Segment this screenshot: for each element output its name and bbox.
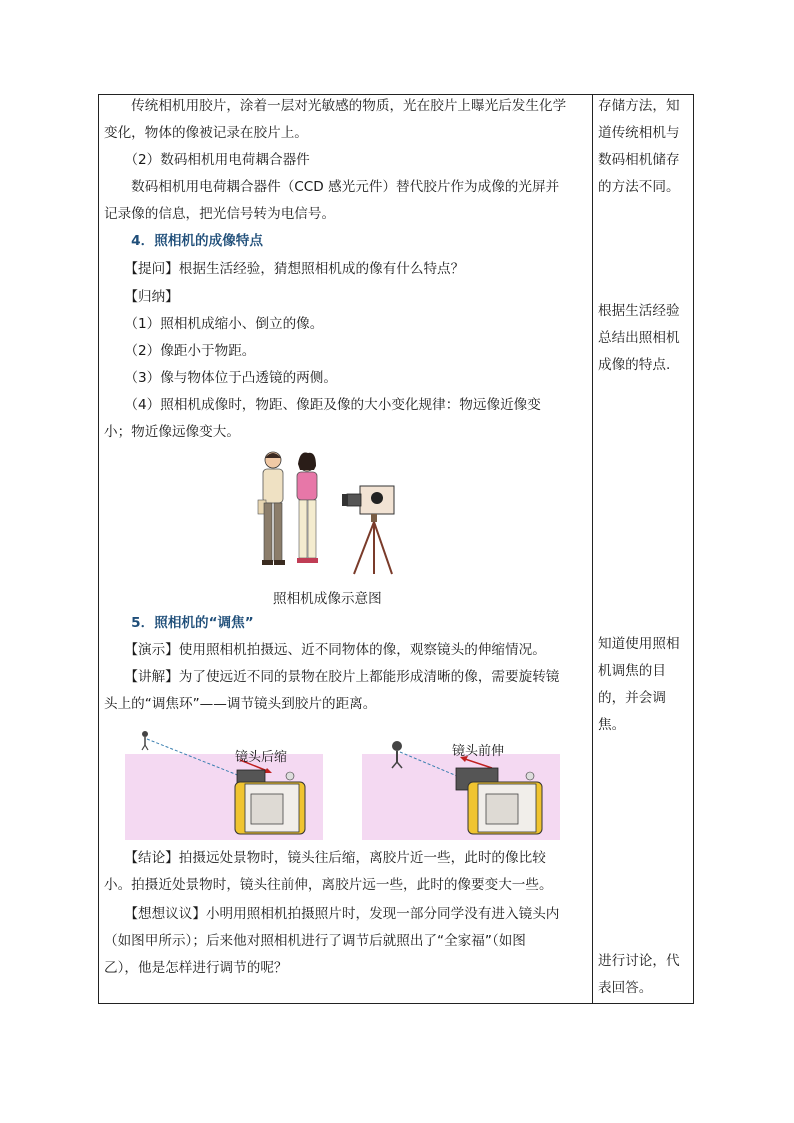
paragraph-line: 传统相机用胶片，涂着一层对光敏感的物质，光在胶片上曝光后发生化学 (104, 98, 567, 114)
paragraph-line: 【归纳】 (104, 289, 179, 305)
side-note-line: 进行讨论，代 (598, 953, 680, 969)
side-note-line: 的，并会调 (598, 690, 666, 706)
side-note-line: 的方法不同。 (598, 179, 680, 195)
man-figure (258, 452, 285, 565)
camera-imaging-illustration (250, 448, 400, 578)
section-heading-4: 4．照相机的成像特点 (104, 233, 263, 249)
small-person-icon (142, 731, 148, 750)
lens-extend-label: 镜头前伸 (452, 744, 505, 759)
side-note-line: 根据生活经验 (598, 303, 680, 319)
paragraph-line: （1）照相机成缩小、倒立的像。 (104, 316, 324, 332)
paragraph-line: （2）数码相机用电荷耦合器件 (104, 152, 310, 168)
paragraph-line: 记录像的信息，把光信号转为电信号。 (104, 206, 336, 222)
paragraph-line: （2）像距小于物距。 (104, 343, 256, 359)
paragraph-line: 小；物近像远像变大。 (104, 424, 240, 440)
paragraph-line: （3）像与物体位于凸透镜的两侧。 (104, 370, 337, 386)
paragraph-line: 变化，物体的像被记录在胶片上。 (104, 125, 308, 141)
side-note-line: 焦。 (598, 717, 626, 733)
paragraph-line: 【提问】根据生活经验，猜想照相机成的像有什么特点？ (104, 261, 465, 277)
woman-figure (297, 452, 318, 563)
side-note-line: 知道使用照相 (598, 636, 680, 652)
side-note-line: 总结出照相机 (598, 330, 680, 346)
paragraph-line: 【讲解】为了使远近不同的景物在胶片上都能形成清晰的像，需要旋转镜 (104, 669, 560, 685)
paragraph-line: （如图甲所示）；后来他对照相机进行了调节后就照出了“全家福”（如图 (104, 933, 526, 949)
side-note-line: 道传统相机与 (598, 125, 680, 141)
column-divider (592, 94, 593, 1004)
side-note-line: 机调焦的目 (598, 663, 666, 679)
paragraph-line: 乙），他是怎样进行调节的呢？ (104, 960, 288, 976)
side-note-line: 数码相机储存 (598, 152, 680, 168)
side-note-line: 成像的特点. (598, 357, 671, 373)
paragraph-line: 头上的“调焦环”——调节镜头到胶片的距离。 (104, 696, 377, 712)
figure1-caption: 照相机成像示意图 (273, 591, 382, 607)
lens-retract-illustration (125, 724, 323, 842)
side-note-line: 存储方法，知 (598, 98, 680, 114)
camera-on-tripod (342, 486, 394, 574)
paragraph-line: 小。拍摄近处景物时，镜头往前伸，离胶片远一些，此时的像要变大一些。 (104, 877, 553, 893)
paragraph-line: 【演示】使用照相机拍摄远、近不同物体的像，观察镜头的伸缩情况。 (104, 642, 546, 658)
side-note-line: 表回答。 (598, 980, 653, 996)
section-heading-5: 5．照相机的“调焦” (104, 615, 254, 631)
lens-retract-label: 镜头后缩 (235, 750, 288, 765)
paragraph-line: 数码相机用电荷耦合器件（CCD 感光元件）替代胶片作为成像的光屏并 (104, 179, 560, 195)
paragraph-line: （4）照相机成像时，物距、像距及像的大小变化规律：物远像近像变 (104, 397, 541, 413)
paragraph-line: 【想想议议】小明用照相机拍摄照片时，发现一部分同学没有进入镜头内 (104, 906, 560, 922)
paragraph-line: 【结论】拍摄远处景物时，镜头往后缩，离胶片近一些，此时的像比较 (104, 850, 546, 866)
